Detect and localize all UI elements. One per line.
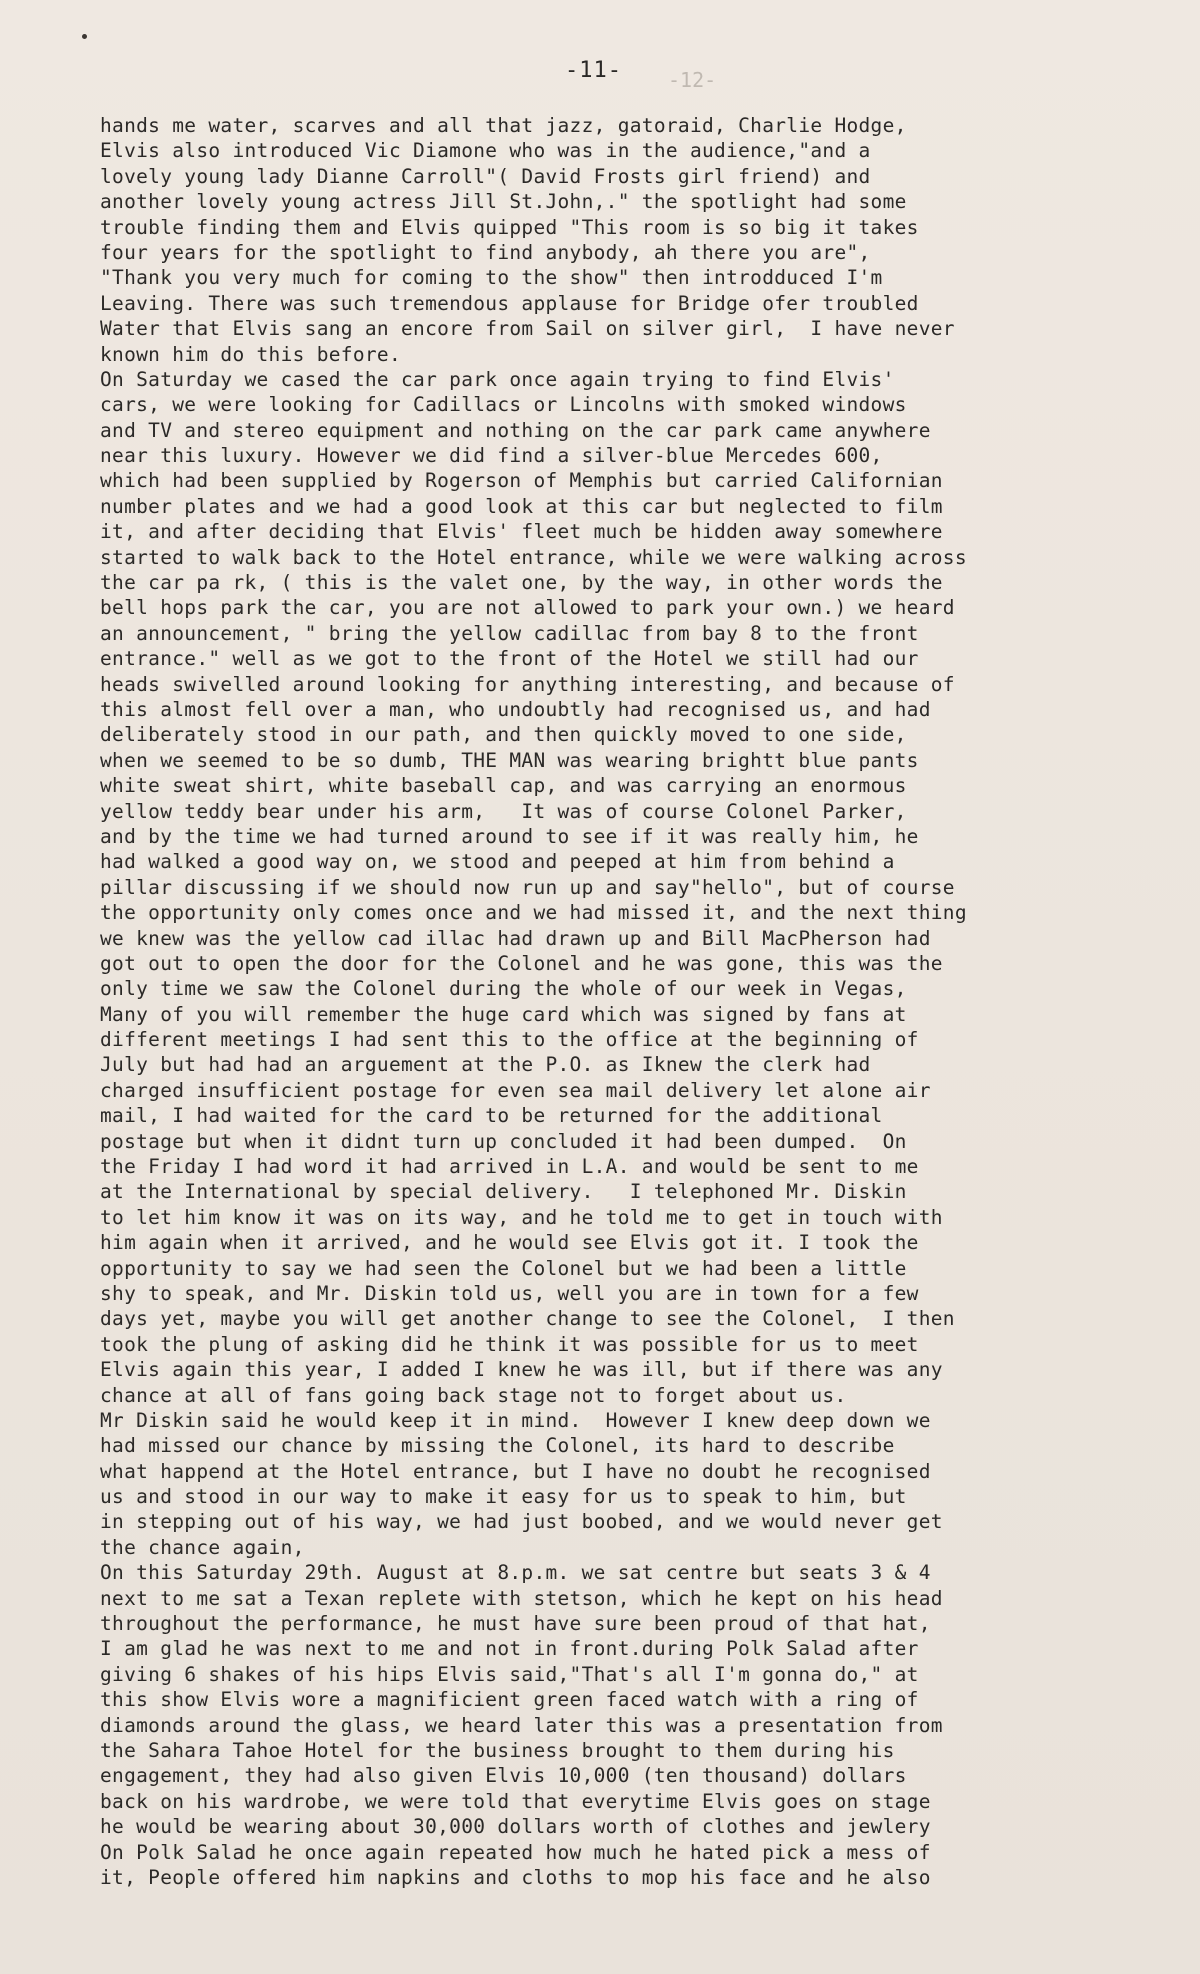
text-line: took the plung of asking did he think it was possible for us to meet — [100, 1332, 919, 1356]
text-line: days yet, maybe you will get another change to see the Colonel, I then — [100, 1307, 955, 1331]
text-line: On Saturday we cased the car park once again trying to find Elvis' — [100, 367, 895, 391]
text-line: had walked a good way on, we stood and peeped at him from behind a — [100, 850, 895, 874]
text-line: diamonds around the glass, we heard later this was a presentation from — [100, 1713, 943, 1737]
text-line: us and stood in our way to make it easy for us to speak to him, but — [100, 1485, 907, 1509]
text-line: throughout the performance, he must have sure been proud of that hat, — [100, 1612, 931, 1636]
text-line: known him do this before. — [100, 342, 401, 366]
text-line: started to walk back to the Hotel entrance, while we were walking across — [100, 545, 967, 569]
text-line: got out to open the door for the Colonel and he was gone, this was the — [100, 951, 943, 975]
text-line: the opportunity only comes once and we had missed it, and the next thing — [100, 901, 967, 925]
text-line: trouble finding them and Elvis quipped "This room is so big it takes — [100, 215, 919, 239]
text-line: white sweat shirt, white baseball cap, and was carrying an enormous — [100, 774, 907, 798]
text-line: the Sahara Tahoe Hotel for the business brought to them during his — [100, 1739, 895, 1762]
text-line: had missed our chance by missing the Colonel, its hard to describe — [100, 1434, 895, 1458]
text-line: bell hops park the car, you are not allowed to park your own.) we heard — [100, 596, 955, 620]
text-line: hands me water, scarves and all that jazz, gatoraid, Charlie Hodge, — [100, 114, 907, 137]
text-line: what happend at the Hotel entrance, but I have no doubt he recognised — [100, 1459, 931, 1483]
text-line: the car pa rk, ( this is the valet one, by the way, in other words the — [100, 571, 943, 595]
bleed-through-page-number: -12- — [668, 68, 717, 92]
text-line: an announcement, " bring the yellow cadillac from bay 8 to the front — [100, 621, 919, 645]
text-line: it, and after deciding that Elvis' fleet much be hidden away somewhere — [100, 520, 943, 544]
text-line: different meetings I had sent this to the office at the beginning of — [100, 1028, 919, 1052]
page-number: -11- — [565, 58, 622, 83]
body-text — [100, 113, 1190, 1890]
text-line: this show Elvis wore a magnificient green faced watch with a ring of — [100, 1688, 919, 1712]
text-line: next to me sat a Texan replete with stetson, which he kept on his head — [100, 1586, 943, 1610]
text-line: July but had had an arguement at the P.O. as Iknew the clerk had — [100, 1053, 871, 1077]
text-line: and TV and stereo equipment and nothing on the car park came anywhere — [100, 418, 931, 442]
text-line: we knew was the yellow cad illac had drawn up and Bill MacPherson had — [100, 926, 931, 950]
text-line: "Thank you very much for coming to the show" then introdduced I'm — [100, 266, 883, 290]
text-line: postage but when it didnt turn up concluded it had been dumped. On — [100, 1129, 907, 1153]
text-line: On this Saturday 29th. August at 8.p.m. we sat centre but seats 3 & 4 — [100, 1561, 931, 1585]
text-line: giving 6 shakes of his hips Elvis said,"That's all I'm gonna do," at — [100, 1662, 919, 1686]
text-line: it, People offered him napkins and cloths to mop his face and he also — [100, 1865, 931, 1889]
text-line: Water that Elvis sang an encore from Sail on silver girl, I have never — [100, 317, 955, 341]
text-line: Leaving. There was such tremendous applause for Bridge ofer troubled — [100, 291, 919, 315]
text-line: the chance again, — [100, 1535, 305, 1559]
text-line: chance at all of fans going back stage not to forget about us. — [100, 1383, 847, 1407]
text-line: charged insufficient postage for even sea mail delivery let alone air — [100, 1078, 931, 1102]
text-line: Many of you will remember the huge card which was signed by fans at — [100, 1002, 907, 1026]
text-line: when we seemed to be so dumb, THE MAN was wearing brightt blue pants — [100, 748, 919, 772]
text-line: lovely young lady Dianne Carroll"( David Frosts girl friend) and — [100, 164, 871, 188]
text-line: back on his wardrobe, we were told that everytime Elvis goes on stage — [100, 1789, 931, 1813]
text-line: which had been supplied by Rogerson of Memphis but carried Californian — [100, 469, 943, 493]
ink-speck — [82, 34, 87, 39]
text-line: he would be wearing about 30,000 dollars worth of clothes and jewlery — [100, 1815, 931, 1839]
text-line: deliberately stood in our path, and then quickly moved to one side, — [100, 723, 907, 747]
text-line: Elvis again this year, I added I knew he was ill, but if there was any — [100, 1358, 943, 1382]
text-line: only time we saw the Colonel during the whole of our week in Vegas, — [100, 977, 907, 1001]
text-line: heads swivelled around looking for anything interesting, and because of — [100, 672, 955, 696]
text-line: cars, we were looking for Cadillacs or Lincolns with smoked windows — [100, 393, 907, 417]
text-line: this almost fell over a man, who undoubtly had recognised us, and had — [100, 697, 931, 721]
text-line: pillar discussing if we should now run up and say"hello", but of course — [100, 875, 955, 899]
text-line: shy to speak, and Mr. Diskin told us, well you are in town for a few — [100, 1281, 919, 1305]
text-line: four years for the spotlight to find anybody, ah there you are", — [100, 240, 871, 264]
text-line: engagement, they had also given Elvis 10,000 (ten thousand) dollars — [100, 1764, 907, 1788]
text-line: I am glad he was next to me and not in front.during Polk Salad after — [100, 1637, 919, 1661]
text-line: another lovely young actress Jill St.John,." the spotlight had some — [100, 190, 907, 214]
text-line: to let him know it was on its way, and he told me to get in touch with — [100, 1205, 943, 1229]
text-line: at the International by special delivery. I telephoned Mr. Diskin — [100, 1180, 907, 1204]
text-line: mail, I had waited for the card to be returned for the additional — [100, 1104, 883, 1128]
text-line: Elvis also introduced Vic Diamone who was in the audience,"and a — [100, 139, 871, 163]
text-line: Mr Diskin said he would keep it in mind. However I knew deep down we — [100, 1408, 931, 1432]
text-line: yellow teddy bear under his arm, It was of course Colonel Parker, — [100, 799, 907, 823]
text-line: entrance." well as we got to the front of the Hotel we still had our — [100, 647, 919, 671]
text-line: the Friday I had word it had arrived in L.A. and would be sent to me — [100, 1155, 919, 1179]
text-line: him again when it arrived, and he would see Elvis got it. I took the — [100, 1231, 919, 1255]
text-line: number plates and we had a good look at this car but neglected to film — [100, 494, 943, 518]
text-line: near this luxury. However we did find a silver-blue Mercedes 600, — [100, 444, 883, 468]
text-line: On Polk Salad he once again repeated how much he hated pick a mess of — [100, 1840, 931, 1864]
text-line: and by the time we had turned around to see if it was really him, he — [100, 824, 919, 848]
text-line: opportunity to say we had seen the Colonel but we had been a little — [100, 1256, 907, 1280]
text-line: in stepping out of his way, we had just boobed, and we would never get — [100, 1510, 943, 1534]
